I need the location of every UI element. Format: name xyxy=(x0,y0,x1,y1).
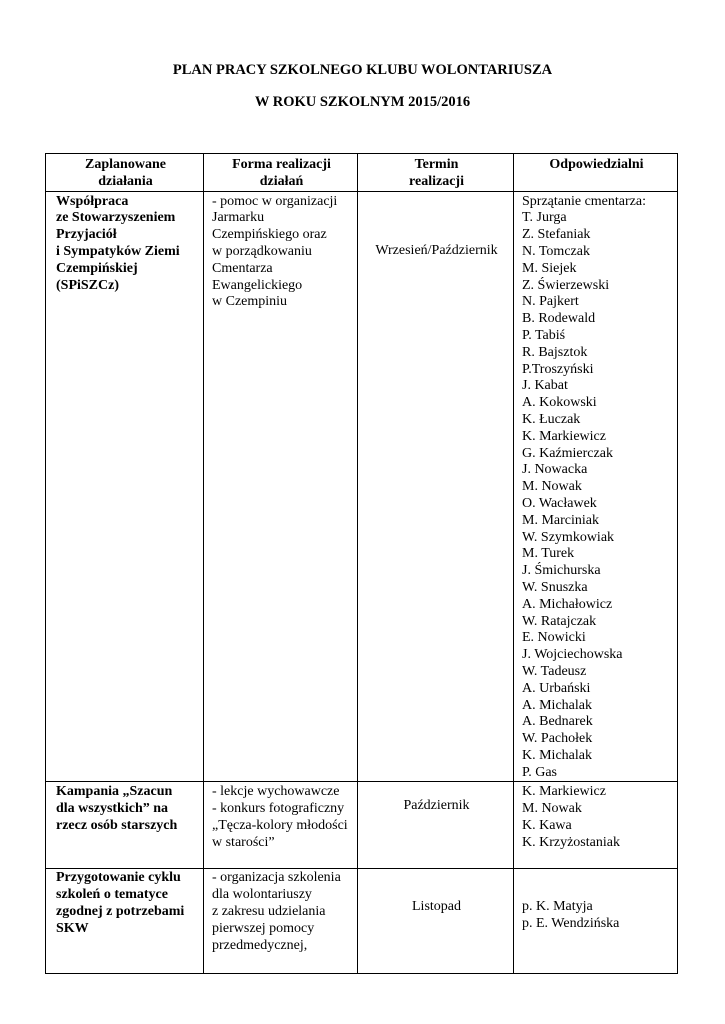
activity-cell xyxy=(46,191,204,782)
plan-table xyxy=(45,153,678,974)
cell-line: ze Stowarzyszeniem xyxy=(56,210,176,226)
cell-line: K. Krzyżostaniak xyxy=(522,834,620,850)
responsible-cell xyxy=(514,782,678,869)
cell-line: p. E. Wendzińska xyxy=(522,916,620,932)
cell-line: N. Tomczak xyxy=(522,243,590,259)
term-cell: Listopad xyxy=(358,869,514,974)
cell-line: A. Bednarek xyxy=(522,714,593,730)
cell-line: dla wszystkich” na xyxy=(56,801,169,817)
cell-line: w starości” xyxy=(212,834,275,850)
cell-line: K. Michalak xyxy=(522,747,592,763)
cell-line: W. Szymkowiak xyxy=(522,529,615,545)
cell-line: Przygotowanie cyklu xyxy=(56,870,181,886)
cell-line: J. Kabat xyxy=(522,378,568,394)
cell-line: p. K. Matyja xyxy=(522,899,593,915)
cell-line: G. Kaźmierczak xyxy=(522,445,613,461)
cell-line: P. Tabiś xyxy=(522,327,566,343)
cell-line: K. Łuczak xyxy=(522,411,581,427)
cell-line: przedmedycznej, xyxy=(212,937,308,953)
cell-line: J. Wojciechowska xyxy=(522,647,623,663)
cell-line: A. Michalak xyxy=(522,697,592,713)
cell-line: z zakresu udzielania xyxy=(212,904,326,920)
cell-line: M. Nowak xyxy=(522,801,582,817)
cell-line: M. Siejek xyxy=(522,260,577,276)
table-header-row xyxy=(46,154,678,192)
term-cell: Październik xyxy=(358,782,514,869)
cell-line: pierwszej pomocy xyxy=(212,920,315,936)
form-cell xyxy=(204,191,358,782)
cell-line: R. Bajsztok xyxy=(522,344,588,360)
cell-line: zgodnej z potrzebami xyxy=(56,904,185,920)
cell-line: realizacji xyxy=(409,173,464,189)
cell-line: P.Troszyński xyxy=(522,361,594,377)
form-cell xyxy=(204,782,358,869)
cell-line: - pomoc w organizacji xyxy=(212,193,338,209)
cell-line: Kampania „Szacun xyxy=(56,784,173,800)
cell-line: W. Pachołek xyxy=(522,731,593,747)
cell-line: rzecz osób starszych xyxy=(56,818,178,834)
cell-line: Współpraca xyxy=(56,193,129,209)
form-cell xyxy=(204,869,358,974)
cell-line: działań xyxy=(259,173,304,189)
header-responsible xyxy=(514,154,678,192)
cell-line: Forma realizacji xyxy=(232,157,331,172)
header-planned-activities xyxy=(46,154,204,192)
cell-line: Cmentarza xyxy=(212,260,273,276)
cell-line: Czempińskiej xyxy=(56,260,138,276)
table-row xyxy=(46,782,678,869)
table-row xyxy=(46,869,678,974)
document-title: PLAN PRACY SZKOLNEGO KLUBU WOLONTARIUSZA xyxy=(172,62,553,78)
cell-line: działania xyxy=(98,173,153,189)
responsible-cell xyxy=(514,869,678,974)
cell-line: dla wolontariuszy xyxy=(212,887,312,903)
header-term xyxy=(358,154,514,192)
cell-line: A. Urbański xyxy=(522,680,591,696)
cell-line: K. Markiewicz xyxy=(522,428,606,444)
cell-line: (SPiSZCz) xyxy=(56,277,119,293)
cell-line: Termin xyxy=(414,157,459,172)
cell-line: Ewangelickiego xyxy=(212,277,303,293)
responsible-cell xyxy=(514,191,678,782)
cell-line: Zaplanowane xyxy=(85,157,166,172)
cell-line: „Tęcza-kolory młodości xyxy=(212,818,348,834)
cell-line: O. Wacławek xyxy=(522,495,597,511)
cell-line: W. Tadeusz xyxy=(522,663,587,679)
document-subtitle: W ROKU SZKOLNYM 2015/2016 xyxy=(254,94,471,110)
cell-line: w porządkowaniu xyxy=(212,243,312,259)
cell-line: T. Jurga xyxy=(522,210,567,226)
cell-line: N. Pajkert xyxy=(522,294,579,310)
activity-cell xyxy=(46,782,204,869)
cell-line: Jarmarku xyxy=(212,210,265,226)
cell-line: - organizacja szkolenia xyxy=(212,870,341,886)
cell-line: A. Kokowski xyxy=(522,395,597,411)
cell-line: i Sympatyków Ziemi xyxy=(56,243,180,259)
cell-line: szkoleń o tematyce xyxy=(56,887,168,903)
cell-line: w Czempiniu xyxy=(212,294,288,310)
cell-line: M. Turek xyxy=(522,546,575,562)
cell-line: A. Michałowicz xyxy=(522,596,613,612)
cell-line: SKW xyxy=(56,920,89,936)
cell-line: Z. Świerzewski xyxy=(522,277,610,293)
cell-line: - lekcje wychowawcze xyxy=(212,784,340,800)
cell-line: Sprzątanie cmentarza: xyxy=(522,193,646,209)
activity-cell xyxy=(46,869,204,974)
cell-line: - konkurs fotograficzny xyxy=(212,801,345,817)
term-cell: Wrzesień/Październik xyxy=(358,191,514,782)
cell-line: K. Markiewicz xyxy=(522,784,606,800)
cell-line: J. Nowacka xyxy=(522,462,588,478)
cell-line: Odpowiedzialni xyxy=(549,157,644,172)
cell-line: J. Śmichurska xyxy=(522,563,601,579)
cell-line: K. Kawa xyxy=(522,818,572,834)
cell-line: M. Marciniak xyxy=(522,512,599,528)
cell-line: B. Rodewald xyxy=(522,311,596,327)
header-form xyxy=(204,154,358,192)
cell-line: Czempińskiego oraz xyxy=(212,227,327,243)
cell-line: Przyjaciół xyxy=(56,227,117,243)
cell-line: P. Gas xyxy=(522,764,558,780)
cell-line: W. Snuszka xyxy=(522,579,588,595)
table-row xyxy=(46,191,678,782)
cell-line: W. Ratajczak xyxy=(522,613,597,629)
cell-line: M. Nowak xyxy=(522,479,582,495)
cell-line: Z. Stefaniak xyxy=(522,227,591,243)
cell-line: E. Nowicki xyxy=(522,630,586,646)
